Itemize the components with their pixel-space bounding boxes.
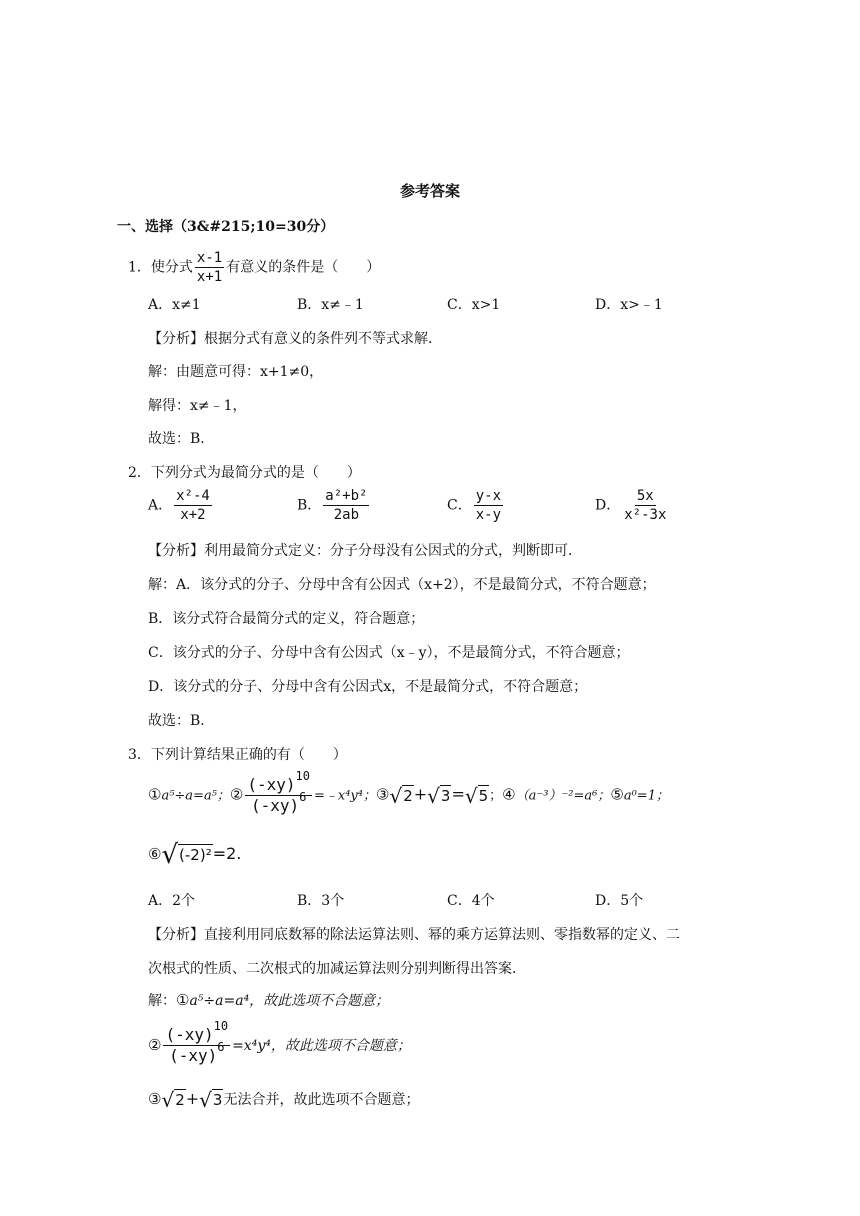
q2-solution-line: C．该分式的分子、分母中含有公因式（x﹣y），不是最简分式，不符合题意； — [148, 645, 630, 661]
fraction-numerator: x²-4 — [174, 488, 212, 506]
fraction-numerator: (-xy) — [165, 1025, 214, 1044]
equals-sign: = — [451, 784, 465, 804]
option-fraction — [474, 488, 503, 523]
radicand: 3 — [440, 786, 451, 805]
sqrt-expression: √5 — [464, 783, 489, 808]
fraction-denominator: (-xy) — [169, 1046, 218, 1066]
statement-2: =﹣x⁴y⁴； — [314, 788, 376, 804]
q1-option-a: A．x≠1 — [148, 297, 201, 313]
circled-number: ① — [148, 785, 162, 804]
question-1-tail: 有意义的条件是（ ） — [226, 259, 381, 276]
option-fraction — [323, 488, 369, 523]
fraction-numerator: a²+b² — [323, 488, 369, 506]
solution-text: a⁵÷a=a⁴，故此选项不合题意； — [189, 993, 390, 1009]
fraction-numerator: y-x — [474, 488, 503, 506]
sqrt-expression: √2 — [161, 1088, 185, 1112]
separator: ； — [489, 788, 503, 804]
exponent: 10 — [213, 1019, 229, 1033]
sqrt-expression: √3 — [199, 1088, 223, 1112]
question-1-fraction — [195, 250, 224, 285]
q2-solution-line: 解：A．该分式的分子、分母中含有公因式（x+2），不是最简分式，不符合题意； — [148, 577, 656, 593]
radicand: 2 — [175, 1091, 185, 1109]
plus-sign: + — [185, 1089, 200, 1108]
q1-option-b: B．x≠﹣1 — [297, 297, 364, 313]
q3-statements-line — [148, 769, 669, 816]
circled-number: ⑤ — [610, 785, 624, 804]
circled-number: ④ — [502, 785, 516, 804]
fraction-numerator: x-1 — [195, 250, 224, 268]
q1-analysis: 【分析】根据分式有意义的条件列不等式求解． — [148, 331, 442, 347]
solution-fraction — [163, 1019, 230, 1066]
question-3-stem: 3．下列计算结果正确的有（ ） — [128, 747, 347, 763]
solution-lead: 解： — [148, 993, 176, 1009]
fraction-numerator: (-xy) — [247, 775, 296, 794]
circled-number: ② — [229, 785, 244, 804]
q3-solution-line — [148, 1088, 419, 1112]
sqrt-expression: √(-2)² — [161, 840, 212, 870]
statement-4: （a⁻³）⁻²=a⁶； — [515, 788, 611, 804]
radicand: (-2)² — [179, 846, 212, 864]
option-fraction — [622, 488, 668, 523]
q2-analysis: 【分析】利用最简分式定义：分子分母没有公因式的分式，判断即可． — [148, 543, 582, 559]
option-label: A． — [148, 497, 173, 514]
q2-option-d — [595, 488, 670, 523]
q2-option-c — [447, 488, 505, 523]
q3-option-a: A．2个 — [148, 893, 196, 909]
q1-answer: 故选：B． — [148, 431, 215, 447]
fraction-denominator: x+2 — [180, 507, 206, 524]
radicand: 3 — [212, 1091, 223, 1109]
q2-option-a — [148, 488, 214, 523]
q2-option-b — [297, 488, 371, 523]
question-1-lead: 1．使分式 — [128, 259, 193, 276]
q3-analysis: 【分析】直接利用同底数幂的除法运算法则、幂的乘方运算法则、零指数幂的定义、二 — [148, 927, 680, 943]
q1-solution-line: 解得：x≠﹣1， — [148, 398, 247, 414]
page-title: 参考答案 — [399, 182, 460, 200]
option-label: D． — [595, 497, 621, 514]
statement-2-fraction — [245, 769, 312, 816]
question-2-stem: 2．下列分式为最简分式的是（ ） — [128, 465, 361, 481]
fraction-denominator: x-y — [475, 507, 502, 524]
q3-statement-6-line — [148, 840, 241, 870]
solution-text: 无法合并，故此选项不合题意； — [223, 1092, 420, 1108]
section-heading: 一、选择（3&#215;10=30分） — [117, 219, 335, 235]
q3-solution-line — [148, 1019, 411, 1066]
circled-number: ③ — [376, 785, 390, 804]
statement-1: a⁵÷a=a⁵； — [161, 788, 230, 804]
fraction-denominator: x+1 — [196, 269, 223, 286]
circled-number: ③ — [148, 1090, 162, 1108]
fraction-denominator: 2ab — [333, 507, 360, 524]
q3-option-d: D．5个 — [595, 893, 644, 909]
sqrt-expression: √2 — [389, 783, 413, 808]
exponent: 10 — [295, 769, 310, 783]
statement-5: a⁰=1； — [623, 788, 669, 804]
circled-number: ② — [148, 1035, 162, 1054]
exponent: 6 — [217, 1040, 225, 1055]
circled-number: ① — [176, 991, 190, 1009]
plus-sign: + — [413, 784, 428, 804]
fraction-numerator: 5x — [635, 488, 656, 506]
radicand: 2 — [403, 786, 413, 805]
statement-6: =2. — [212, 844, 242, 863]
question-1-stem — [128, 250, 380, 285]
option-label: B． — [297, 497, 322, 514]
fraction-denominator: x²-3x — [624, 507, 667, 524]
q2-solution-line: D．该分式的分子、分母中含有公因式x，不是最简分式，不符合题意； — [148, 679, 588, 695]
option-fraction — [174, 488, 212, 523]
q3-solution-line — [148, 990, 389, 1010]
exponent: 6 — [299, 790, 307, 805]
q1-solution-line: 解：由题意可得：x+1≠0， — [148, 364, 324, 380]
sqrt-expression: √3 — [427, 783, 451, 808]
fraction-denominator: (-xy) — [250, 796, 300, 816]
q1-option-d: D．x>﹣1 — [595, 297, 663, 313]
option-label: C． — [447, 497, 472, 514]
q3-option-c: C．4个 — [447, 893, 495, 909]
q1-option-c: C．x>1 — [447, 297, 501, 313]
solution-text: =x⁴y⁴，故此选项不合题意； — [232, 1037, 411, 1054]
q2-solution-line: B．该分式符合最简分式的定义，符合题意； — [148, 611, 425, 627]
radicand: 5 — [478, 786, 489, 805]
q2-answer: 故选：B． — [148, 713, 215, 729]
q3-analysis-continued: 次根式的性质、二次根式的加减运算法则分别判断得出答案． — [148, 961, 526, 977]
q3-option-b: B．3个 — [297, 893, 345, 909]
circled-number: ⑥ — [148, 845, 162, 863]
